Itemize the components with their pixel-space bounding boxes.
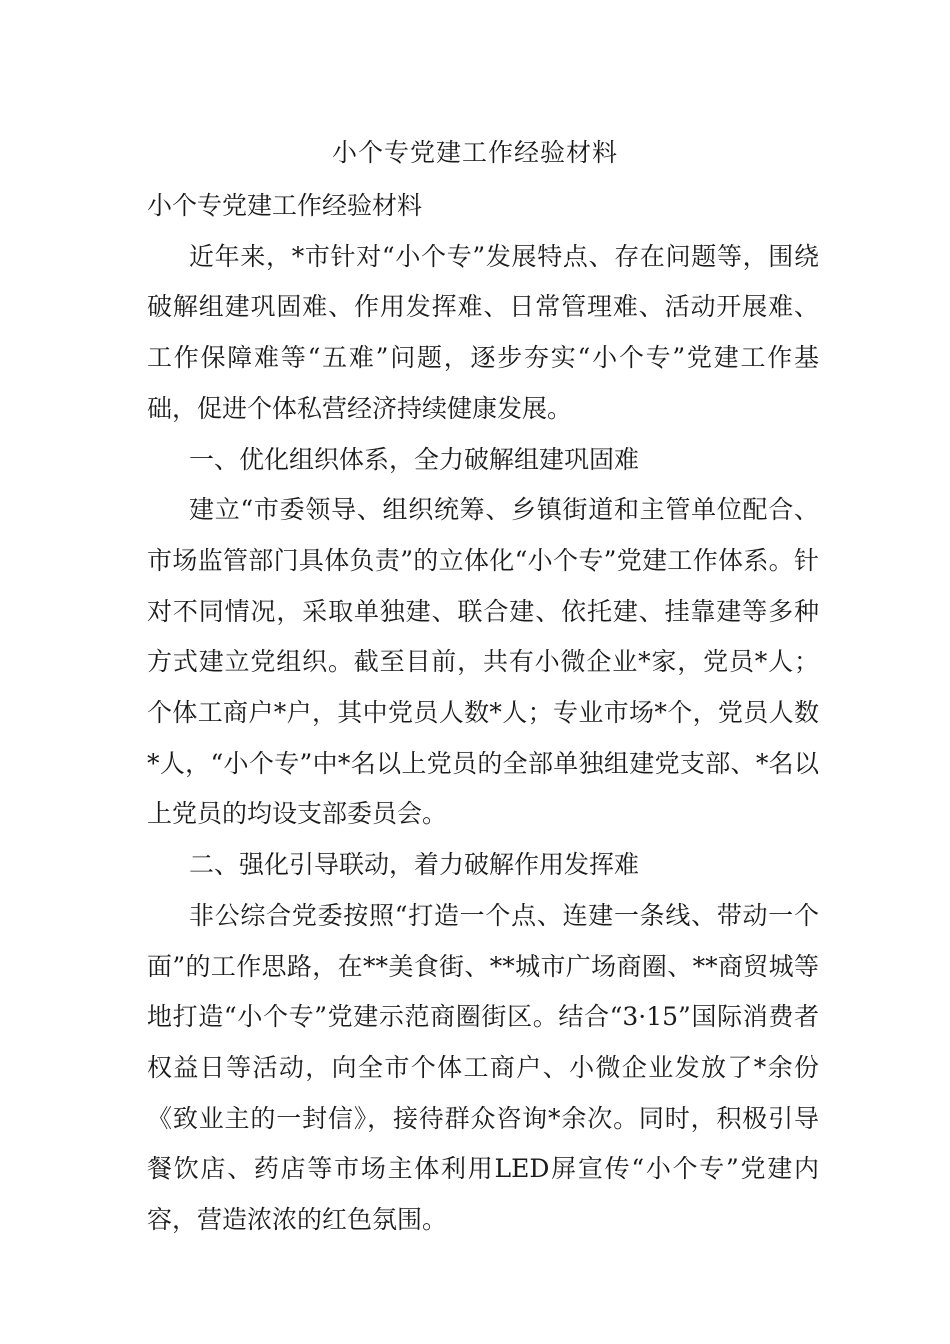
paragraph-section-1: 建立“市委领导、组织统筹、乡镇街道和主管单位配合、市场监管部门具体负责”的立体化“小个专”党建工作体系。针对不同情况，采取单独建、联合建、依托建、挂靠建等多种方式建立党组织。截至目前，共有小微企业*家，党员*人；个体工商户*户，其中党员人数*人；专业市场*个，党员人数*人，“小个专”中*名以上党员的全部单独组建党支部、*名以上党员的均设支部委员会。 xyxy=(147,495,819,829)
document-subtitle: 小个专党建工作经验材料 xyxy=(147,191,423,220)
document-title: 小个专党建工作经验材料 xyxy=(331,138,618,167)
paragraph-section-2: 非公综合党委按照“打造一个点、连建一条线、带动一个面”的工作思路，在**美食街、**城市广场商圈、**商贸城等地打造“小个专”党建示范商圈街区。结合“3·15”国际消费者权益日等活动，向全市个体工商户、小微企业发放了*余份《致业主的一封信》，接待群众咨询*余次。同时，积极引导餐饮店、药店等市场主体利用LED屏宣传“小个专”党建内容，营造浓浓的红色氛围。 xyxy=(147,900,819,1235)
document-body xyxy=(147,181,819,1246)
paragraph-intro: 近年来，*市针对“小个专”发展特点、存在问题等，围绕破解组建巩固难、作用发挥难、日常管理难、活动开展难、工作保障难等“五难”问题，逐步夯实“小个专”党建工作基础，促进个体私营经济持续健康发展。 xyxy=(147,241,819,423)
section-heading-2: 二、强化引导联动，着力破解作用发挥难 xyxy=(189,850,640,880)
section-heading-1: 一、优化组织体系，全力破解组建巩固难 xyxy=(189,444,640,474)
